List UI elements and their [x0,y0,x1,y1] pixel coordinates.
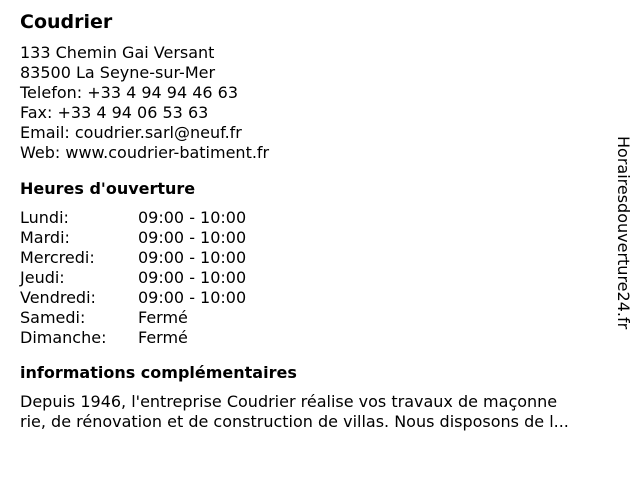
business-card [20,10,610,432]
day-label: Dimanche: [20,328,107,347]
business-name: Coudrier [20,11,113,33]
contact-block [20,43,610,163]
fax-text: Fax: +33 4 94 06 53 63 [20,103,209,122]
day-label: Samedi: [20,308,86,327]
address-line-2: 83500 La Seyne-sur-Mer [20,63,216,82]
day-hours: 09:00 - 10:00 [138,248,247,267]
hours-row-jeudi [20,268,610,288]
day-label: Mardi: [20,228,70,247]
hours-row-vendredi [20,288,610,308]
hours-row-lundi [20,208,610,228]
hours-row-mercredi [20,248,610,268]
hours-row-dimanche [20,328,610,348]
phone-text: Telefon: +33 4 94 94 46 63 [20,83,239,102]
day-hours: 09:00 - 10:00 [138,208,247,227]
description-line-1: Depuis 1946, l'entreprise Coudrier réalise vos travaux de maçonne [20,392,558,411]
site-watermark: Horairesdouverture24.fr [614,136,633,330]
day-hours: 09:00 - 10:00 [138,288,247,307]
hours-row-mardi [20,228,610,248]
hours-table [20,208,610,348]
day-label: Lundi: [20,208,69,227]
email-text: Email: coudrier.sarl@neuf.fr [20,123,242,142]
web-text: Web: www.coudrier-batiment.fr [20,143,270,162]
description-text [20,392,620,432]
day-label: Vendredi: [20,288,96,307]
day-label: Jeudi: [20,268,65,287]
description-line-2: rie, de rénovation et de construction de villas. Nous disposons de l... [20,412,569,431]
day-hours: Fermé [138,328,188,347]
day-hours: Fermé [138,308,188,327]
hours-row-samedi [20,308,610,328]
day-label: Mercredi: [20,248,95,267]
address-line-1: 133 Chemin Gai Versant [20,43,215,62]
day-hours: 09:00 - 10:00 [138,228,247,247]
info-heading: informations complémentaires [20,363,297,382]
hours-heading: Heures d'ouverture [20,179,196,198]
day-hours: 09:00 - 10:00 [138,268,247,287]
